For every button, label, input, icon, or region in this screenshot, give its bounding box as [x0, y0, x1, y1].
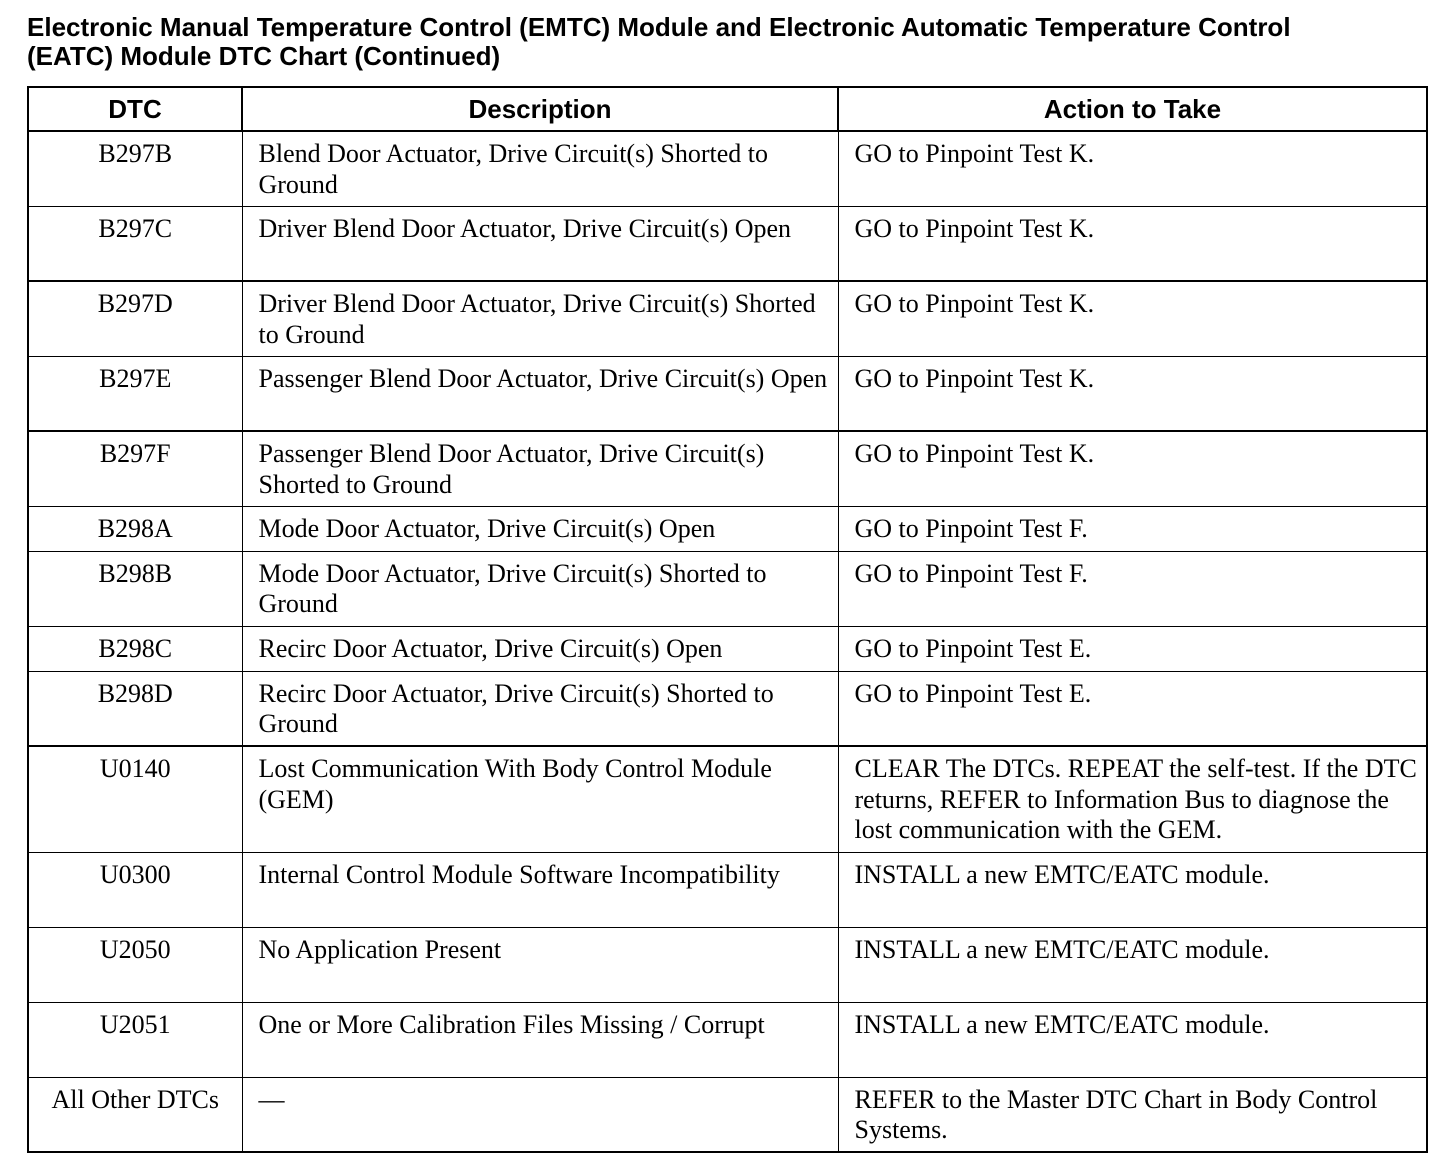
dtc-description: Passenger Blend Door Actuator, Drive Circuit(s) Shorted to Ground [242, 431, 838, 506]
dtc-action: GO to Pinpoint Test K. [838, 281, 1427, 356]
dtc-action: INSTALL a new EMTC/EATC module. [838, 1002, 1427, 1077]
dtc-action: GO to Pinpoint Test F. [838, 506, 1427, 551]
page-title [27, 13, 1427, 71]
dtc-code: B297C [28, 206, 242, 281]
header-dtc: DTC [28, 87, 242, 131]
dtc-action: GO to Pinpoint Test E. [838, 626, 1427, 671]
dtc-action: GO to Pinpoint Test K. [838, 206, 1427, 281]
table-row [28, 206, 1427, 281]
table-row [28, 1002, 1427, 1077]
dtc-code: All Other DTCs [28, 1077, 242, 1152]
dtc-code: B297E [28, 356, 242, 431]
dtc-action: GO to Pinpoint Test E. [838, 671, 1427, 746]
dtc-description: Mode Door Actuator, Drive Circuit(s) Open [242, 506, 838, 551]
dtc-action: GO to Pinpoint Test K. [838, 131, 1427, 206]
header-action: Action to Take [838, 87, 1427, 131]
dtc-code: U0300 [28, 852, 242, 927]
table-row [28, 746, 1427, 852]
dtc-code: B298C [28, 626, 242, 671]
dtc-action: CLEAR The DTCs. REPEAT the self-test. If the DTC returns, REFER to Information Bus to diagnose the lost communication with the GEM. [838, 746, 1427, 852]
dtc-code: B298D [28, 671, 242, 746]
dtc-description: No Application Present [242, 927, 838, 1002]
table-row [28, 281, 1427, 356]
table-row [28, 431, 1427, 506]
dtc-action: GO to Pinpoint Test K. [838, 431, 1427, 506]
dtc-code: U2050 [28, 927, 242, 1002]
table-header-row [28, 87, 1427, 131]
title-line-1: Electronic Manual Temperature Control (EMTC) Module and Electronic Automatic Temperature Control [27, 12, 1291, 42]
dtc-code: B297B [28, 131, 242, 206]
table-row [28, 356, 1427, 431]
dtc-action: INSTALL a new EMTC/EATC module. [838, 927, 1427, 1002]
table-row [28, 551, 1427, 626]
dtc-code: B297D [28, 281, 242, 356]
dtc-description: — [242, 1077, 838, 1152]
dtc-description: Passenger Blend Door Actuator, Drive Circuit(s) Open [242, 356, 838, 431]
table-row [28, 131, 1427, 206]
table-row [28, 626, 1427, 671]
table-row [28, 852, 1427, 927]
dtc-description: Internal Control Module Software Incompatibility [242, 852, 838, 927]
dtc-chart-table [27, 86, 1428, 1153]
dtc-code: B298A [28, 506, 242, 551]
dtc-description: Driver Blend Door Actuator, Drive Circuit(s) Open [242, 206, 838, 281]
dtc-action: GO to Pinpoint Test K. [838, 356, 1427, 431]
dtc-description: One or More Calibration Files Missing / Corrupt [242, 1002, 838, 1077]
dtc-description: Recirc Door Actuator, Drive Circuit(s) Shorted to Ground [242, 671, 838, 746]
dtc-description: Mode Door Actuator, Drive Circuit(s) Shorted to Ground [242, 551, 838, 626]
table-row [28, 506, 1427, 551]
dtc-action: INSTALL a new EMTC/EATC module. [838, 852, 1427, 927]
table-row [28, 1077, 1427, 1152]
table-row [28, 927, 1427, 1002]
table-row [28, 671, 1427, 746]
dtc-description: Driver Blend Door Actuator, Drive Circuit(s) Shorted to Ground [242, 281, 838, 356]
dtc-action: REFER to the Master DTC Chart in Body Control Systems. [838, 1077, 1427, 1152]
dtc-code: U2051 [28, 1002, 242, 1077]
dtc-description: Blend Door Actuator, Drive Circuit(s) Shorted to Ground [242, 131, 838, 206]
dtc-code: U0140 [28, 746, 242, 852]
dtc-description: Recirc Door Actuator, Drive Circuit(s) Open [242, 626, 838, 671]
dtc-action: GO to Pinpoint Test F. [838, 551, 1427, 626]
dtc-description: Lost Communication With Body Control Module (GEM) [242, 746, 838, 852]
dtc-code: B297F [28, 431, 242, 506]
dtc-code: B298B [28, 551, 242, 626]
title-line-2: (EATC) Module DTC Chart (Continued) [27, 41, 501, 71]
header-description: Description [242, 87, 838, 131]
